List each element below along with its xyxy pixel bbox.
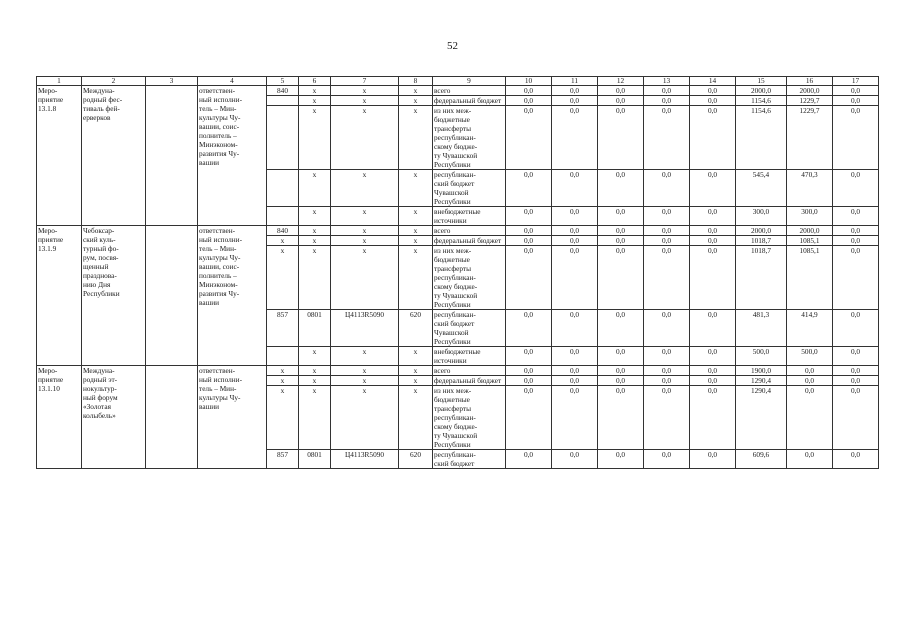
value-cell: 0,0 — [598, 376, 644, 386]
value-cell: 0,0 — [598, 246, 644, 310]
responsible-cell: ответствен- ный исполни- тель – Мин- культуры Чу- вашии — [198, 366, 267, 469]
expense-type-cell: x — [399, 106, 433, 170]
expense-type-cell: x — [399, 170, 433, 207]
value-cell: 0,0 — [787, 386, 833, 450]
value-cell: 2000,0 — [787, 226, 833, 236]
value-cell: 0,0 — [598, 366, 644, 376]
value-cell: 0,0 — [644, 386, 690, 450]
value-cell: 0,0 — [506, 236, 552, 246]
value-cell: 0,0 — [833, 236, 879, 246]
value-cell: 0,0 — [506, 226, 552, 236]
section-cell: x — [299, 347, 331, 366]
value-cell: 500,0 — [787, 347, 833, 366]
source-cell: республикан- ский бюджет Чувашской Республики — [433, 310, 506, 347]
value-cell: 0,0 — [552, 246, 598, 310]
value-cell: 0,0 — [690, 207, 736, 226]
value-cell: 0,0 — [833, 376, 879, 386]
responsible-cell: ответствен- ный исполни- тель – Мин- культуры Чу- вашии, соис- полнитель – Минэконом- развития Чу- вашии — [198, 86, 267, 226]
value-cell: 0,0 — [506, 450, 552, 469]
table-row — [37, 86, 879, 96]
value-cell: 0,0 — [644, 170, 690, 207]
value-cell: 0,0 — [644, 310, 690, 347]
budget-table — [36, 76, 879, 469]
col3-cell — [146, 226, 198, 366]
value-cell: 0,0 — [506, 376, 552, 386]
target-article-cell: x — [331, 226, 399, 236]
expense-type-cell: 620 — [399, 450, 433, 469]
value-cell: 0,0 — [552, 386, 598, 450]
source-cell: всего — [433, 226, 506, 236]
value-cell: 0,0 — [552, 207, 598, 226]
target-article-cell: Ц4113R5090 — [331, 310, 399, 347]
header-cell: 16 — [787, 77, 833, 86]
expense-type-cell: x — [399, 386, 433, 450]
value-cell: 0,0 — [506, 170, 552, 207]
value-cell: 1018,7 — [736, 246, 787, 310]
source-cell: всего — [433, 86, 506, 96]
value-cell: 1229,7 — [787, 96, 833, 106]
expense-type-cell: x — [399, 376, 433, 386]
value-cell: 0,0 — [598, 106, 644, 170]
section-cell: x — [299, 96, 331, 106]
value-cell: 0,0 — [506, 207, 552, 226]
event-name-cell: Междуна- родный эт- нокультур- ный форум «Золотая колыбель» — [82, 366, 146, 469]
col3-cell — [146, 86, 198, 226]
value-cell: 0,0 — [552, 366, 598, 376]
value-cell: 0,0 — [598, 226, 644, 236]
value-cell: 0,0 — [787, 376, 833, 386]
target-article-cell: x — [331, 376, 399, 386]
source-cell: внебюджетные источники — [433, 347, 506, 366]
value-cell: 0,0 — [690, 366, 736, 376]
value-cell: 1018,7 — [736, 236, 787, 246]
target-article-cell: x — [331, 386, 399, 450]
value-cell: 0,0 — [690, 450, 736, 469]
value-cell: 0,0 — [833, 170, 879, 207]
section-cell: 0801 — [299, 310, 331, 347]
value-cell: 0,0 — [833, 106, 879, 170]
expense-type-cell: x — [399, 207, 433, 226]
target-article-cell: x — [331, 347, 399, 366]
value-cell: 0,0 — [644, 236, 690, 246]
value-cell: 500,0 — [736, 347, 787, 366]
value-cell: 0,0 — [598, 386, 644, 450]
target-article-cell: x — [331, 96, 399, 106]
source-cell: из них меж- бюджетные трансферты республикан- скому бюдже- ту Чувашской Республики — [433, 246, 506, 310]
value-cell: 1154,6 — [736, 96, 787, 106]
source-cell: федеральный бюджет — [433, 96, 506, 106]
header-cell: 7 — [331, 77, 399, 86]
value-cell: 0,0 — [598, 170, 644, 207]
value-cell: 0,0 — [833, 86, 879, 96]
value-cell: 0,0 — [552, 376, 598, 386]
value-cell: 0,0 — [598, 86, 644, 96]
col3-cell — [146, 366, 198, 469]
value-cell: 300,0 — [736, 207, 787, 226]
grbs-cell — [267, 96, 299, 106]
header-cell: 9 — [433, 77, 506, 86]
value-cell: 0,0 — [598, 347, 644, 366]
value-cell: 300,0 — [787, 207, 833, 226]
value-cell: 0,0 — [552, 450, 598, 469]
value-cell: 0,0 — [833, 310, 879, 347]
grbs-cell — [267, 207, 299, 226]
value-cell: 2000,0 — [736, 226, 787, 236]
expense-type-cell: x — [399, 96, 433, 106]
value-cell: 0,0 — [833, 347, 879, 366]
header-cell: 2 — [82, 77, 146, 86]
section-cell: x — [299, 226, 331, 236]
value-cell: 0,0 — [833, 386, 879, 450]
section-cell: x — [299, 366, 331, 376]
value-cell: 0,0 — [787, 366, 833, 376]
value-cell: 0,0 — [690, 170, 736, 207]
value-cell: 0,0 — [787, 450, 833, 469]
source-cell: республикан- ский бюджет — [433, 450, 506, 469]
value-cell: 1229,7 — [787, 106, 833, 170]
section-cell: x — [299, 106, 331, 170]
target-article-cell: x — [331, 86, 399, 96]
table-row — [37, 366, 879, 376]
source-cell: внебюджетные источники — [433, 207, 506, 226]
target-article-cell: x — [331, 207, 399, 226]
value-cell: 0,0 — [552, 226, 598, 236]
value-cell: 0,0 — [506, 106, 552, 170]
grbs-cell: 857 — [267, 450, 299, 469]
section-cell: x — [299, 246, 331, 310]
event-name-cell: Междуна- родный фес- тиваль фей- ерверков — [82, 86, 146, 226]
event-id-cell: Меро- приятие 13.1.10 — [37, 366, 82, 469]
value-cell: 0,0 — [644, 86, 690, 96]
header-cell: 4 — [198, 77, 267, 86]
target-article-cell: x — [331, 170, 399, 207]
value-cell: 0,0 — [598, 310, 644, 347]
header-cell: 15 — [736, 77, 787, 86]
header-cell: 10 — [506, 77, 552, 86]
header-cell: 1 — [37, 77, 82, 86]
value-cell: 0,0 — [690, 86, 736, 96]
value-cell: 0,0 — [552, 347, 598, 366]
value-cell: 0,0 — [690, 236, 736, 246]
page-number: 52 — [447, 40, 458, 52]
value-cell: 1085,1 — [787, 246, 833, 310]
expense-type-cell: x — [399, 366, 433, 376]
value-cell: 0,0 — [833, 246, 879, 310]
value-cell: 1290,4 — [736, 386, 787, 450]
event-id-cell: Меро- приятие 13.1.8 — [37, 86, 82, 226]
event-id-cell: Меро- приятие 13.1.9 — [37, 226, 82, 366]
expense-type-cell: x — [399, 86, 433, 96]
grbs-cell: 840 — [267, 226, 299, 236]
value-cell: 0,0 — [506, 96, 552, 106]
target-article-cell: x — [331, 366, 399, 376]
target-article-cell: x — [331, 246, 399, 310]
expense-type-cell: x — [399, 236, 433, 246]
expense-type-cell: x — [399, 347, 433, 366]
section-cell: x — [299, 386, 331, 450]
section-cell: 0801 — [299, 450, 331, 469]
target-article-cell: x — [331, 106, 399, 170]
section-cell: x — [299, 170, 331, 207]
header-cell: 6 — [299, 77, 331, 86]
source-cell: всего — [433, 366, 506, 376]
value-cell: 0,0 — [833, 226, 879, 236]
value-cell: 0,0 — [833, 207, 879, 226]
grbs-cell: x — [267, 386, 299, 450]
source-cell: из них меж- бюджетные трансферты республикан- скому бюдже- ту Чувашской Республики — [433, 386, 506, 450]
grbs-cell — [267, 106, 299, 170]
target-article-cell: x — [331, 236, 399, 246]
value-cell: 0,0 — [833, 366, 879, 376]
value-cell: 0,0 — [690, 106, 736, 170]
value-cell: 0,0 — [506, 86, 552, 96]
value-cell: 0,0 — [833, 450, 879, 469]
value-cell: 0,0 — [644, 347, 690, 366]
value-cell: 0,0 — [552, 96, 598, 106]
section-cell: x — [299, 207, 331, 226]
header-cell: 13 — [644, 77, 690, 86]
grbs-cell — [267, 170, 299, 207]
value-cell: 0,0 — [690, 386, 736, 450]
value-cell: 0,0 — [552, 86, 598, 96]
value-cell: 0,0 — [506, 386, 552, 450]
value-cell: 0,0 — [644, 450, 690, 469]
responsible-cell: ответствен- ный исполни- тель – Мин- культуры Чу- вашии, соис- полнитель – Минэконом- развития Чу- вашии — [198, 226, 267, 366]
event-name-cell: Чебоксар- ский куль- турный фо- рум, посвя- щенный празднова- нию Дня Республики — [82, 226, 146, 366]
value-cell: 0,0 — [598, 450, 644, 469]
source-cell: республикан- ский бюджет Чувашской Республики — [433, 170, 506, 207]
value-cell: 0,0 — [552, 106, 598, 170]
grbs-cell: x — [267, 376, 299, 386]
value-cell: 0,0 — [644, 246, 690, 310]
value-cell: 0,0 — [506, 310, 552, 347]
section-cell: x — [299, 376, 331, 386]
value-cell: 0,0 — [598, 207, 644, 226]
value-cell: 609,6 — [736, 450, 787, 469]
table-row — [37, 226, 879, 236]
header-cell: 11 — [552, 77, 598, 86]
section-cell: x — [299, 86, 331, 96]
value-cell: 0,0 — [506, 246, 552, 310]
header-cell: 8 — [399, 77, 433, 86]
value-cell: 0,0 — [644, 376, 690, 386]
source-cell: федеральный бюджет — [433, 376, 506, 386]
expense-type-cell: x — [399, 226, 433, 236]
value-cell: 1290,4 — [736, 376, 787, 386]
value-cell: 0,0 — [644, 106, 690, 170]
value-cell: 0,0 — [644, 207, 690, 226]
value-cell: 0,0 — [552, 236, 598, 246]
value-cell: 0,0 — [690, 347, 736, 366]
value-cell: 0,0 — [690, 96, 736, 106]
value-cell: 2000,0 — [787, 86, 833, 96]
value-cell: 1900,0 — [736, 366, 787, 376]
value-cell: 0,0 — [690, 246, 736, 310]
value-cell: 0,0 — [506, 366, 552, 376]
value-cell: 0,0 — [552, 310, 598, 347]
value-cell: 414,9 — [787, 310, 833, 347]
expense-type-cell: x — [399, 246, 433, 310]
value-cell: 545,4 — [736, 170, 787, 207]
value-cell: 0,0 — [552, 170, 598, 207]
grbs-cell: 840 — [267, 86, 299, 96]
expense-type-cell: 620 — [399, 310, 433, 347]
header-cell: 5 — [267, 77, 299, 86]
table-body — [37, 77, 879, 469]
header-cell: 12 — [598, 77, 644, 86]
target-article-cell: Ц4113R5090 — [331, 450, 399, 469]
grbs-cell: 857 — [267, 310, 299, 347]
grbs-cell: x — [267, 236, 299, 246]
value-cell: 0,0 — [690, 310, 736, 347]
value-cell: 0,0 — [598, 236, 644, 246]
value-cell: 1085,1 — [787, 236, 833, 246]
grbs-cell: x — [267, 246, 299, 310]
value-cell: 2000,0 — [736, 86, 787, 96]
value-cell: 0,0 — [506, 347, 552, 366]
value-cell: 470,3 — [787, 170, 833, 207]
header-cell: 3 — [146, 77, 198, 86]
grbs-cell — [267, 347, 299, 366]
value-cell: 0,0 — [690, 226, 736, 236]
grbs-cell: x — [267, 366, 299, 376]
section-cell: x — [299, 236, 331, 246]
header-cell: 14 — [690, 77, 736, 86]
value-cell: 0,0 — [644, 226, 690, 236]
source-cell: федеральный бюджет — [433, 236, 506, 246]
value-cell: 481,3 — [736, 310, 787, 347]
value-cell: 0,0 — [644, 366, 690, 376]
header-cell: 17 — [833, 77, 879, 86]
value-cell: 0,0 — [833, 96, 879, 106]
header-row — [37, 77, 879, 86]
value-cell: 1154,6 — [736, 106, 787, 170]
value-cell: 0,0 — [644, 96, 690, 106]
value-cell: 0,0 — [690, 376, 736, 386]
source-cell: из них меж- бюджетные трансферты республикан- скому бюдже- ту Чувашской Республики — [433, 106, 506, 170]
value-cell: 0,0 — [598, 96, 644, 106]
